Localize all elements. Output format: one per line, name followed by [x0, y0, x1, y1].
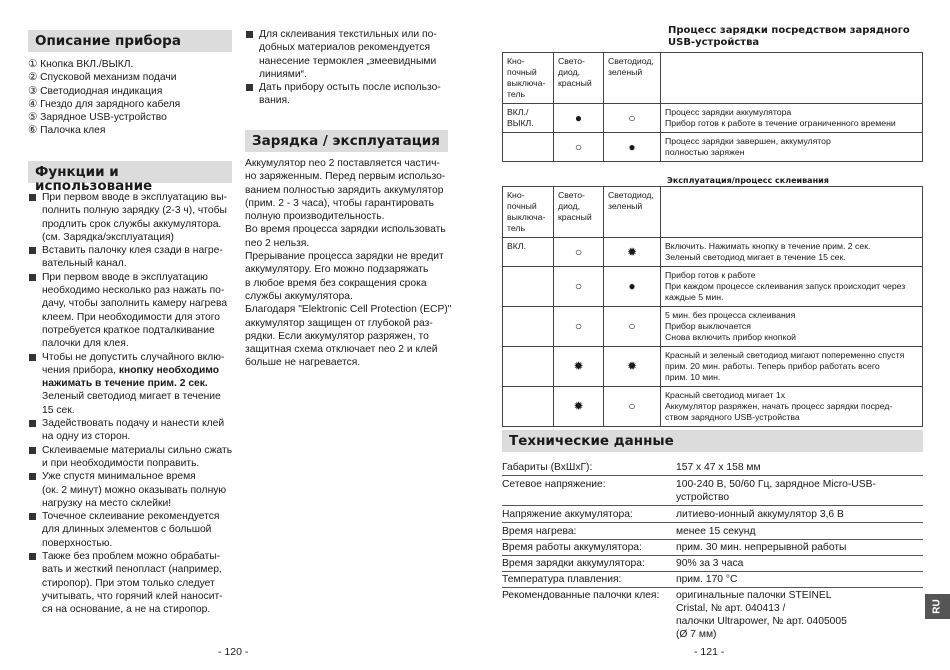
part-item: ⑥ Палочка клея: [28, 125, 106, 137]
tech-row: Время нагрева: менее 15 секунд: [502, 524, 923, 540]
table-row: ○ ● Прибор готов к работе При каждом процессе склеивания запуск происходит через каждые 5 мин.: [503, 267, 923, 307]
charging-text: Аккумулятор neo 2 поставляется частич- но заряженным. Перед первым использо- ванием полностью зарядить аккумулятор (прим. 2 - 3 часа), чтобы гарантировать полную производительность. Во время процесса зарядки использовать neo 2 нельзя. Прерывание процесса зарядки не вредит аккумулятору. Его можно подзаряжать в любое время без сокращения срока службы аккумулятора. Благодаря "Elektronic Cell Protection (ECP)" аккумулятор защищен от глубокой раз- рядки. Если аккумулятор разряжен, то защитная схема отключает neo 2 и клей больше не нагревается.: [245, 158, 452, 369]
language-tab: RU: [925, 594, 950, 619]
functions-list: [28, 191, 240, 617]
list-item: При первом вводе в эксплуатацию необходимо несколько раз нажать по- дачу, чтобы заполнить камеру нагрева клеем. При необходимости для этого потребуется краткое подталкивание палочки для клея.: [28, 271, 240, 351]
page-number-right: - 121 -: [694, 646, 725, 658]
list-item: Склеиваемые материалы сильно сжать и при необходимости поправить.: [28, 444, 240, 471]
list-item: Дать прибору остыть после использо- вания.: [245, 81, 455, 108]
operation-table: [502, 186, 923, 427]
header-button: Кно- почный выключа- тель: [503, 187, 554, 238]
tech-row: Сетевое напряжение: 100-240 В, 50/60 Гц, зарядное Micro-USB- устройство: [502, 477, 923, 506]
tech-row: Габариты (ВхШхГ): 157 x 47 x 158 мм: [502, 460, 923, 476]
table-row: ✹ ✹ Красный и зеленый светодиод мигают попеременно спустя прим. 20 мин. работы. Теперь прибор работать всего прим. 10 мин.: [503, 347, 923, 387]
list-item: Также без проблем можно обрабаты- вать и жесткий пенопласт (например, стиропор). При этом только следует учитывать, что горячий клей наносит- ся на основание, а не на стиропор.: [28, 550, 240, 616]
part-item: ① Кнопка ВКЛ./ВЫКЛ.: [28, 59, 134, 70]
led-blink-icon: ✹: [554, 387, 604, 427]
led-off-icon: ○: [554, 238, 604, 267]
list-item: Задействовать подачу и нанести клей на одну из сторон.: [28, 417, 240, 444]
table-header-row: [503, 187, 923, 238]
header-red-led: Свето- диод, красный: [554, 187, 604, 238]
led-off-icon: ○: [604, 307, 661, 347]
table-row: ✹ ○ Красный светодиод мигает 1х Аккумулятор разряжен, начать процесс зарядки посред- ством зарядного USB-устройства: [503, 387, 923, 427]
tech-row: Напряжение аккумулятора: литиево-ионный аккумулятор 3,6 В: [502, 507, 923, 523]
list-item: Чтобы не допустить случайного вклю- чения прибора, кнопку необходимо нажимать в течение прим. 2 сек. Зеленый светодиод мигает в течение 15 сек.: [28, 351, 240, 417]
charging-heading: Зарядка / эксплуатация: [245, 130, 448, 152]
part-item: ③ Светодиодная индикация: [28, 85, 163, 97]
tech-row: Время зарядки аккумулятора: 90% за 3 часа: [502, 556, 923, 572]
led-on-icon: ●: [554, 104, 604, 133]
device-parts-list: [28, 58, 238, 138]
led-blink-icon: ✹: [604, 347, 661, 387]
led-off-icon: ○: [554, 267, 604, 307]
part-item: ⑤ Зарядное USB-устройство: [28, 112, 167, 124]
list-item: Для склеивания текстильных или по- добных материалов рекомендуется нанесение термоклея „змеевидными линиями“.: [245, 28, 455, 81]
header-green-led: Светодиод, зеленый: [604, 187, 661, 238]
led-blink-icon: ✹: [604, 238, 661, 267]
led-blink-icon: ✹: [554, 347, 604, 387]
page-number-left: - 120 -: [218, 646, 249, 658]
table-row: ВКЛ. ○ ✹ Включить. Нажимать кнопку в течение прим. 2 сек. Зеленый светодиод мигает в течение 15 сек.: [503, 238, 923, 267]
led-off-icon: ○: [604, 104, 661, 133]
led-off-icon: ○: [604, 387, 661, 427]
led-on-icon: ●: [604, 133, 661, 162]
led-off-icon: ○: [554, 307, 604, 347]
table-row: ○ ● Процесс зарядки завершен, аккумулятор полностью заряжен: [503, 133, 923, 162]
table-row: ВКЛ./ ВЫКЛ. ● ○ Процесс зарядки аккумулятора Прибор готов к работе в течение ограниченного времени: [503, 104, 923, 133]
table-row: ○ ○ 5 мин. без процесса склеивания Прибор выключается Снова включить прибор кнопкой: [503, 307, 923, 347]
list-item: При первом вводе в эксплуатацию вы- полнить полную зарядку (2-3 ч), чтобы продлить срок службы аккумулятора. (см. Зарядка/эксплуатация): [28, 191, 240, 244]
list-item: Точечное склеивание рекомендуется для длинных элементов с большой поверхностью.: [28, 510, 240, 550]
tech-data-heading: Технические данные: [502, 430, 923, 452]
part-item: ② Спусковой механизм подачи: [28, 72, 177, 84]
device-description-heading: Описание прибора: [28, 30, 232, 52]
operation-table-title: Эксплуатация/процесс склеивания: [667, 176, 829, 185]
part-item: ④ Гнездо для зарядного кабеля: [28, 98, 181, 110]
header-button: Кно- почный выключа- тель: [503, 53, 554, 104]
functions-heading: Функции и использование: [28, 161, 232, 183]
led-on-icon: ●: [604, 267, 661, 307]
header-red-led: Свето- диод, красный: [554, 53, 604, 104]
tech-row: Время работы аккумулятора: прим. 30 мин. непрерывной работы: [502, 540, 923, 556]
charging-table: [502, 52, 923, 162]
list-item: Вставить палочку клея сзади в нагре- вательный канал.: [28, 244, 240, 271]
tech-row: Рекомендованные палочки клея: оригинальные палочки STEINEL Cristal, № арт. 040413 / палочки Ultrapower, № арт. 0405005 (Ø 7 мм): [502, 590, 847, 640]
list-item: Уже спустя минимальное время (ок. 2 минут) можно оказывать полную нагрузку на место склейки!: [28, 470, 240, 510]
charging-table-title: Процесс зарядки посредством зарядного USB-устройства: [668, 25, 910, 48]
led-off-icon: ○: [554, 133, 604, 162]
header-green-led: Светодиод, зеленый: [604, 53, 661, 104]
tech-row: Температура плавления: прим. 170 °C: [502, 572, 923, 588]
table-header-row: [503, 53, 923, 104]
